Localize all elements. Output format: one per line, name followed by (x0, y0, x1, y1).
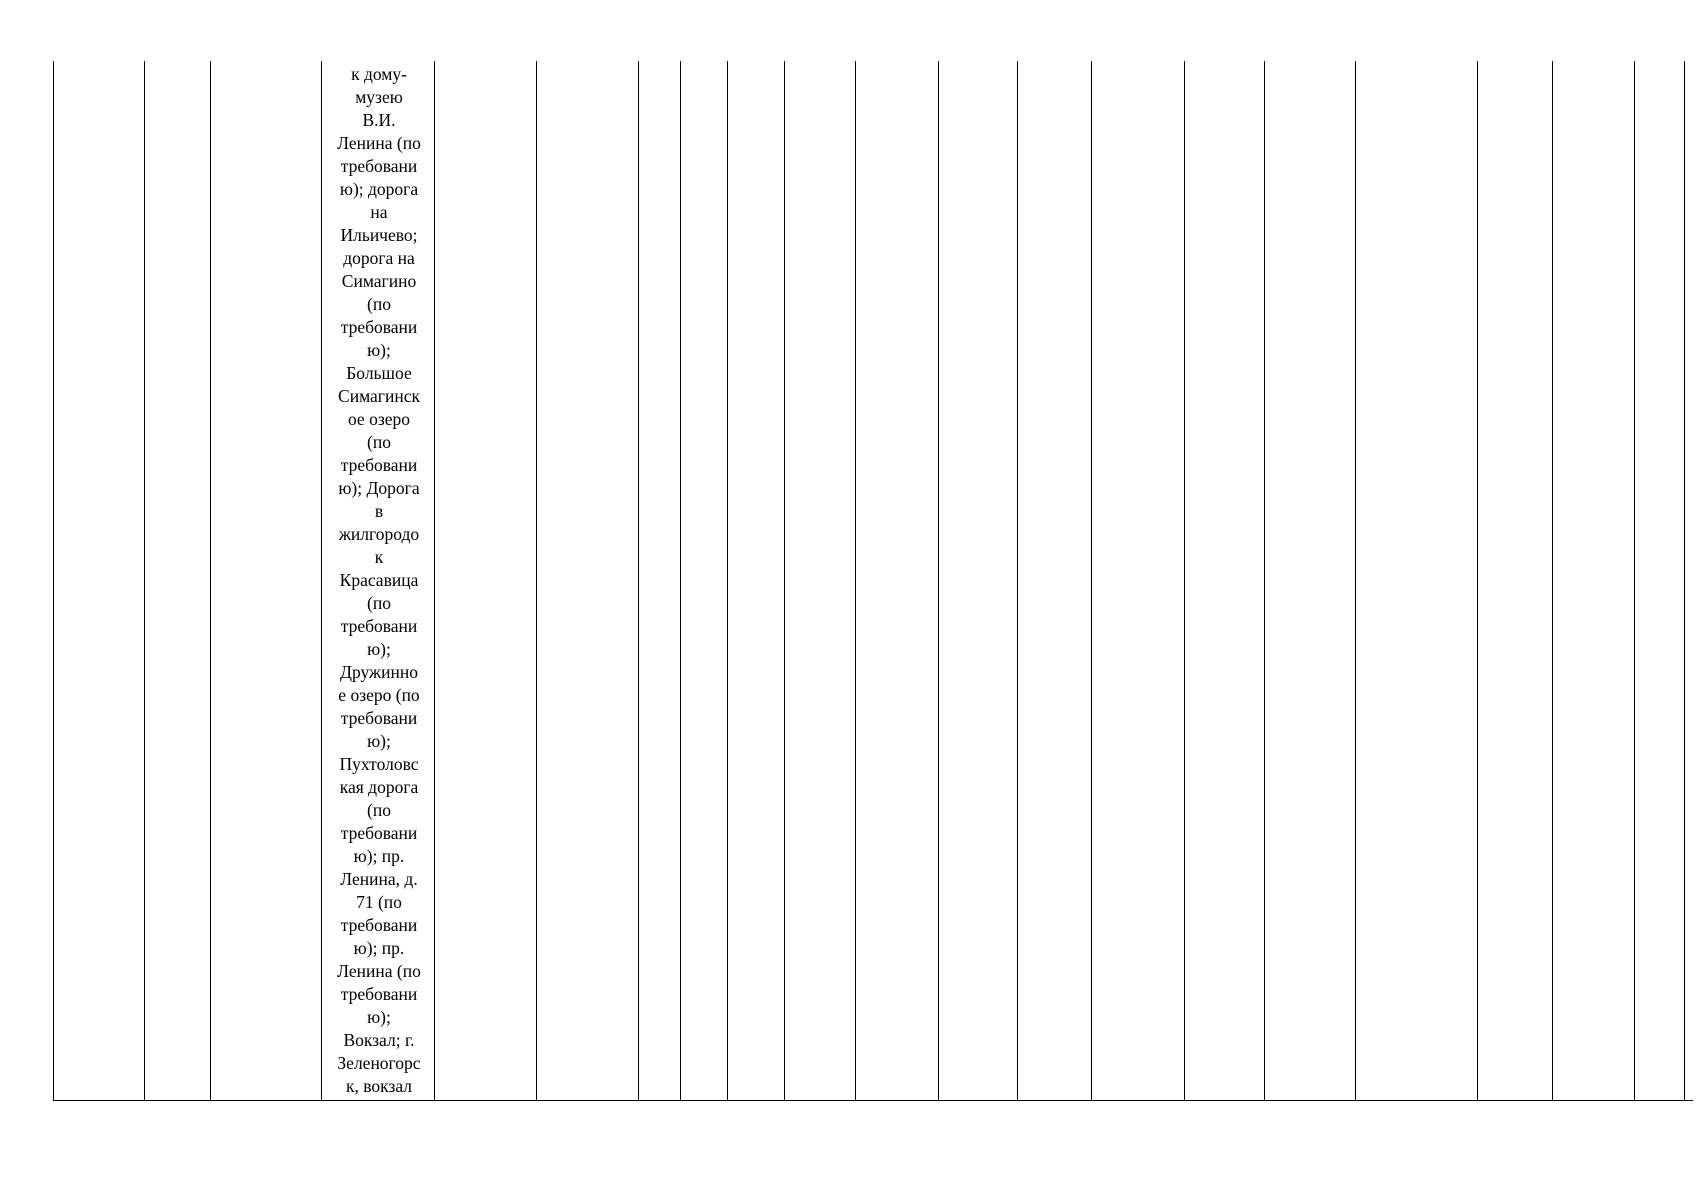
cell-text-line: ю); (367, 639, 391, 659)
cell-text-line: Пухтоловс (339, 754, 419, 774)
table-grid (53, 61, 1693, 1101)
cell-text-line: (по (367, 432, 391, 452)
cell-text-line: к дому- (351, 64, 407, 84)
column-border (1684, 61, 1685, 1101)
cell-text-line: (по (367, 593, 391, 613)
cell-text-line: Зеленогорс (337, 1053, 421, 1073)
cell-text-line: требовани (340, 156, 418, 176)
cell-text-line: кая дорога (339, 777, 419, 797)
cell-text-line: Вокзал; г. (343, 1030, 415, 1050)
cell-text-line: ю); (367, 731, 391, 751)
cell-text-line: музею (355, 87, 403, 107)
cell-text-line: к, вокзал (346, 1076, 412, 1096)
column-border (638, 61, 639, 1101)
column-border (1477, 61, 1478, 1101)
cell-text-line: Ленина (по (337, 133, 421, 153)
cell-text-line: Ленина (по (337, 961, 421, 981)
cell-text-line: ю); дорога (339, 179, 419, 199)
column-border (144, 61, 145, 1101)
column-border (680, 61, 681, 1101)
cell-text-line: на (370, 202, 388, 222)
column-border (1091, 61, 1092, 1101)
cell-text-line: требовани (340, 616, 418, 636)
cell-text-line: жилгородо (338, 524, 420, 544)
cell-text-line: Ленина, д. (340, 869, 418, 889)
cell-text-line: требовани (340, 823, 418, 843)
cell-text-line: ю); пр. (353, 846, 405, 866)
cell-text-line: требовани (340, 708, 418, 728)
cell-text-line: в (374, 501, 384, 521)
column-border (1184, 61, 1185, 1101)
cell-text-line: Дружинно (340, 662, 418, 682)
cell-text-line: Красавица (339, 570, 419, 590)
cell-text-line: Симагино (341, 271, 417, 291)
column-border (855, 61, 856, 1101)
column-border (1552, 61, 1553, 1101)
cell-text-line: к (374, 547, 384, 567)
column-border (536, 61, 537, 1101)
cell-text-line: требовани (340, 317, 418, 337)
column-border (1017, 61, 1018, 1101)
cell-text-line: ю); (367, 1007, 391, 1027)
cell-text-line: Большое (346, 363, 412, 383)
cell-text-line: требовани (340, 455, 418, 475)
cell-text-line: ю); (367, 340, 391, 360)
cell-text-line: е озеро (по (338, 685, 420, 705)
cell-text-line: Симагинск (338, 386, 420, 406)
cell-text-line: Ильичево; (340, 225, 418, 245)
column-border (784, 61, 785, 1101)
column-border (53, 61, 54, 1101)
cell-text-line: ое озеро (347, 409, 411, 429)
table-bottom-border (53, 1100, 1693, 1101)
cell-text-line: 71 (по (356, 892, 402, 912)
route-stops-cell (323, 63, 435, 1098)
cell-text-line: требовани (340, 984, 418, 1004)
cell-text-line: ю); пр. (353, 938, 405, 958)
cell-text-line: (по (367, 800, 391, 820)
column-border (727, 61, 728, 1101)
column-border (938, 61, 939, 1101)
cell-text-line: ю); Дорога (338, 478, 420, 498)
cell-text-line: В.И. (362, 110, 396, 130)
cell-text-line: дорога на (343, 248, 415, 268)
column-border (321, 61, 322, 1101)
cell-text-line: (по (367, 294, 391, 314)
cell-text-line: требовани (340, 915, 418, 935)
column-border (1355, 61, 1356, 1101)
column-border (210, 61, 211, 1101)
column-border (1264, 61, 1265, 1101)
column-border (1634, 61, 1635, 1101)
